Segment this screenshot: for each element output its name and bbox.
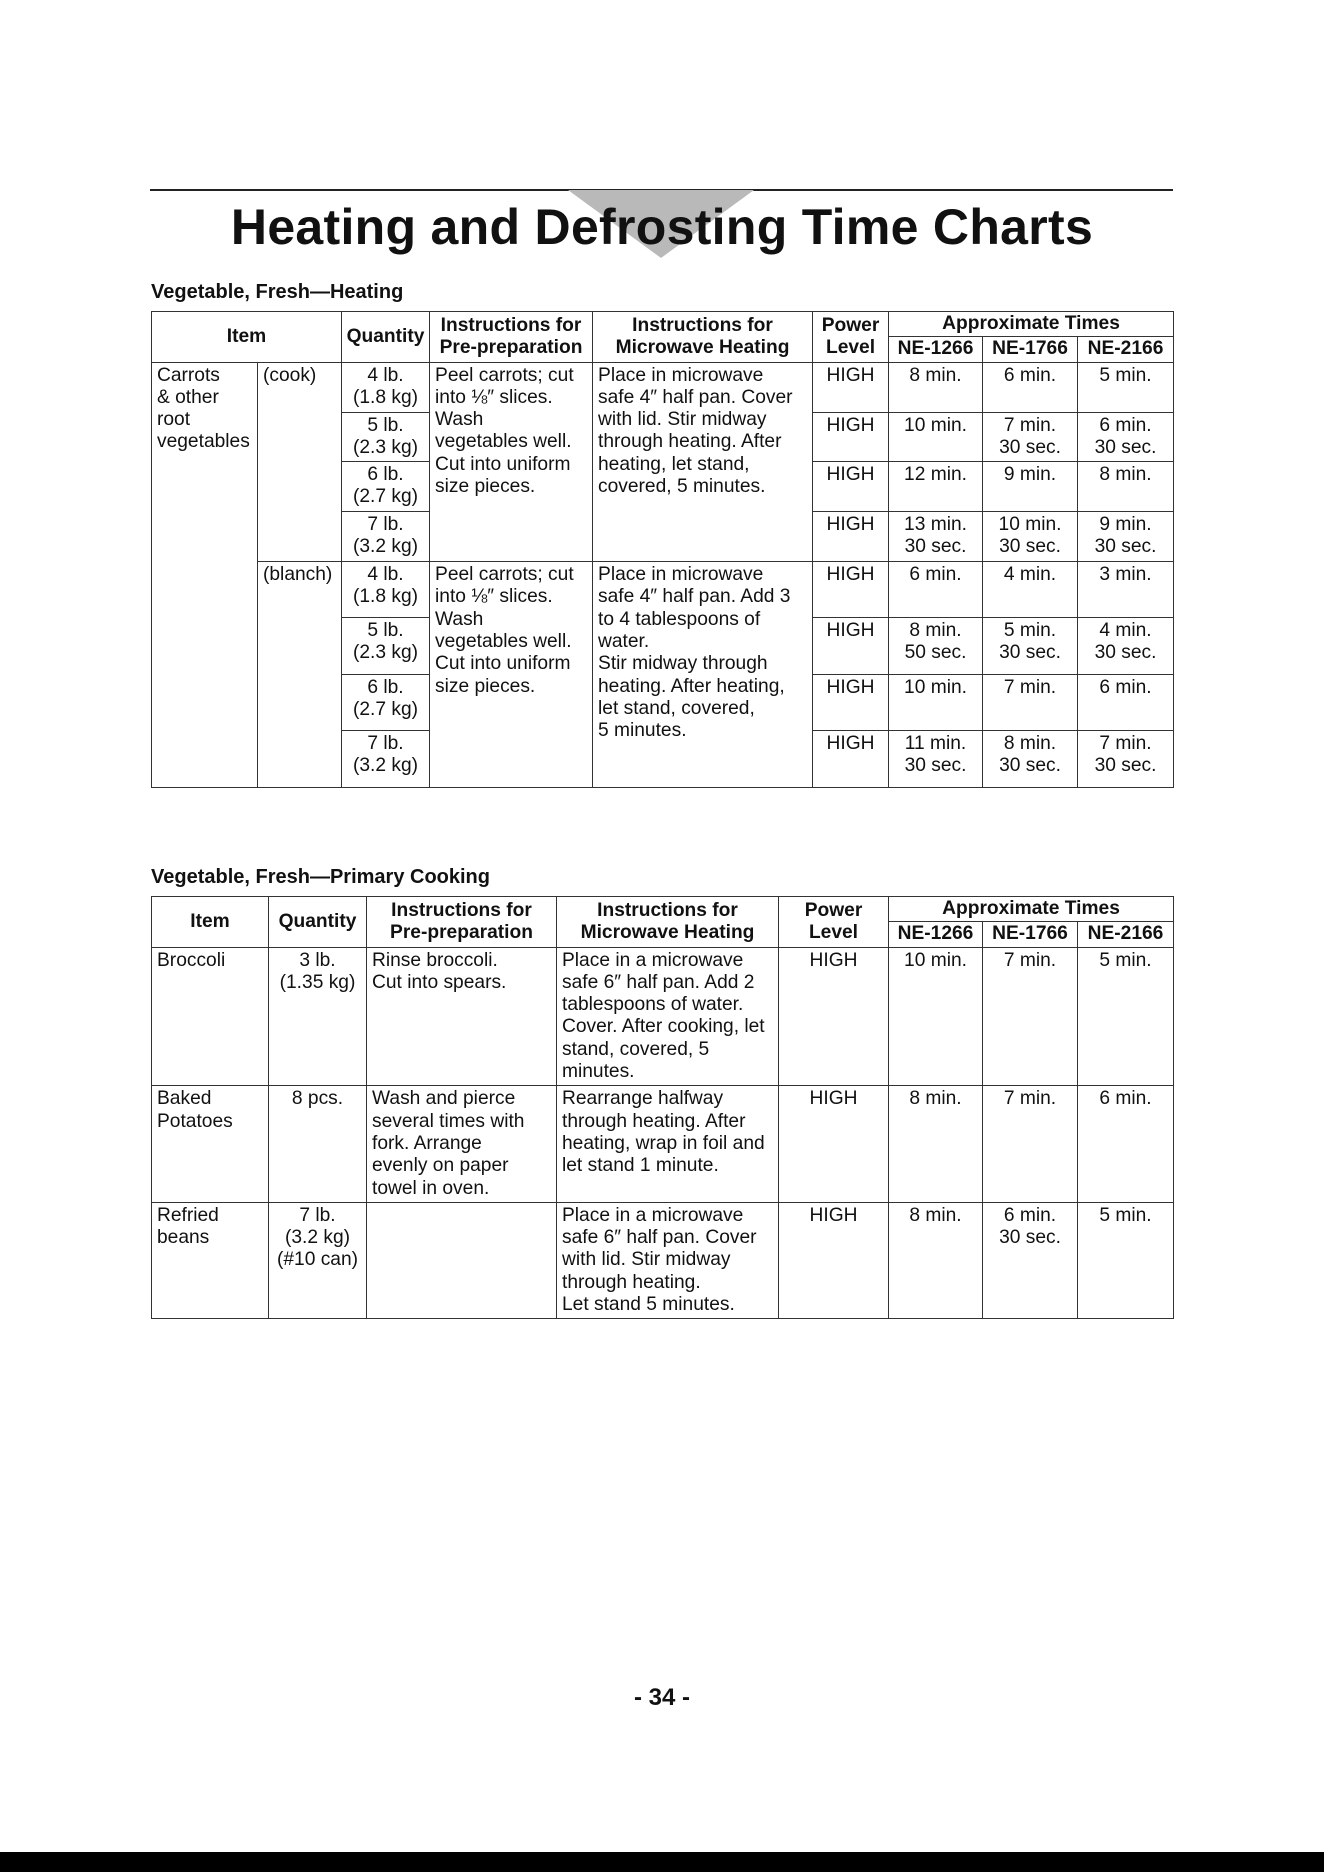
time-cell: 8 min.: [889, 1086, 983, 1202]
time-cell: 7 min.: [983, 947, 1078, 1086]
time-cell: 8 min.: [1078, 462, 1174, 512]
method-blanch: (blanch): [258, 562, 342, 788]
power-cell: HIGH: [813, 362, 889, 412]
header-power: Power Level: [813, 312, 889, 363]
micro-cell: Place in a microwave safe 6″ half pan. Cover with lid. Stir midway through heating. Let stand 5 minutes.: [557, 1202, 779, 1318]
header-model-2166: NE-2166: [1078, 337, 1174, 362]
time-cell: 4 min.: [983, 562, 1078, 618]
time-cell: 6 min.: [1078, 675, 1174, 731]
qty-cell: 4 lb. (1.8 kg): [342, 362, 430, 412]
header-item: Item: [152, 897, 269, 948]
time-cell: 10 min.: [889, 675, 983, 731]
item-carrots: Carrots & other root vegetables: [152, 362, 258, 788]
power-cell: HIGH: [779, 1202, 889, 1318]
qty-cell: 7 lb. (3.2 kg): [342, 731, 430, 788]
time-cell: 11 min. 30 sec.: [889, 731, 983, 788]
time-cell: 6 min. 30 sec.: [983, 1202, 1078, 1318]
time-cell: 8 min. 30 sec.: [983, 731, 1078, 788]
item-cell: Broccoli: [152, 947, 269, 1086]
section-title-heating: Vegetable, Fresh—Heating: [151, 281, 404, 303]
header-model-1266: NE-1266: [889, 922, 983, 947]
power-cell: HIGH: [779, 947, 889, 1086]
micro-cell: Rearrange halfway through heating. After heating, wrap in foil and let stand 1 minute.: [557, 1086, 779, 1202]
header-model-1766: NE-1766: [983, 922, 1078, 947]
time-cell: 5 min.: [1078, 947, 1174, 1086]
section-title-primary-cooking: Vegetable, Fresh—Primary Cooking: [151, 866, 490, 888]
micro-blanch: Place in microwave safe 4″ half pan. Add 3 to 4 tablespoons of water. Stir midway through heating. After heating, let stand, covered, 5 minutes.: [593, 562, 813, 788]
header-quantity: Quantity: [269, 897, 367, 948]
header-item: Item: [152, 312, 342, 363]
header-approx-times: Approximate Times: [889, 312, 1174, 337]
header-quantity: Quantity: [342, 312, 430, 363]
prep-cell: [367, 1202, 557, 1318]
header-micro: Instructions for Microwave Heating: [593, 312, 813, 363]
power-cell: HIGH: [813, 731, 889, 788]
qty-cell: 7 lb. (3.2 kg) (#10 can): [269, 1202, 367, 1318]
qty-cell: 6 lb. (2.7 kg): [342, 675, 430, 731]
time-cell: 5 min.: [1078, 362, 1174, 412]
power-cell: HIGH: [813, 412, 889, 462]
item-cell: Baked Potatoes: [152, 1086, 269, 1202]
time-cell: 7 min. 30 sec.: [983, 412, 1078, 462]
time-cell: 8 min. 50 sec.: [889, 618, 983, 675]
prep-cell: Wash and pierce several times with fork. Arrange evenly on paper towel in oven.: [367, 1086, 557, 1202]
micro-cell: Place in a microwave safe 6″ half pan. Add 2 tablespoons of water. Cover. After cooking, let stand, covered, 5 minutes.: [557, 947, 779, 1086]
qty-cell: 5 lb. (2.3 kg): [342, 412, 430, 462]
time-cell: 9 min.: [983, 462, 1078, 512]
time-cell: 8 min.: [889, 362, 983, 412]
qty-cell: 3 lb. (1.35 kg): [269, 947, 367, 1086]
qty-cell: 7 lb. (3.2 kg): [342, 512, 430, 562]
time-cell: 12 min.: [889, 462, 983, 512]
time-cell: 6 min.: [889, 562, 983, 618]
item-cell: Refried beans: [152, 1202, 269, 1318]
micro-cook: Place in microwave safe 4″ half pan. Cover with lid. Stir midway through heating. After heating, let stand, covered, 5 minutes.: [593, 362, 813, 562]
power-cell: HIGH: [813, 618, 889, 675]
qty-cell: 4 lb. (1.8 kg): [342, 562, 430, 618]
header-model-1266: NE-1266: [889, 337, 983, 362]
time-cell: 10 min. 30 sec.: [983, 512, 1078, 562]
qty-cell: 5 lb. (2.3 kg): [342, 618, 430, 675]
power-cell: HIGH: [813, 562, 889, 618]
qty-cell: 6 lb. (2.7 kg): [342, 462, 430, 512]
header-power: Power Level: [779, 897, 889, 948]
header-prep: Instructions for Pre-preparation: [367, 897, 557, 948]
time-cell: 7 min.: [983, 675, 1078, 731]
time-cell: 5 min.: [1078, 1202, 1174, 1318]
time-cell: 6 min.: [1078, 1086, 1174, 1202]
header-micro: Instructions for Microwave Heating: [557, 897, 779, 948]
prep-cell: Rinse broccoli. Cut into spears.: [367, 947, 557, 1086]
header-prep: Instructions for Pre-preparation: [430, 312, 593, 363]
power-cell: HIGH: [813, 512, 889, 562]
header-model-2166: NE-2166: [1078, 922, 1174, 947]
time-cell: 7 min. 30 sec.: [1078, 731, 1174, 788]
qty-cell: 8 pcs.: [269, 1086, 367, 1202]
time-cell: 4 min. 30 sec.: [1078, 618, 1174, 675]
power-cell: HIGH: [779, 1086, 889, 1202]
heating-table: [151, 311, 1174, 788]
bottom-bar: [0, 1852, 1324, 1872]
header-approx-times: Approximate Times: [889, 897, 1174, 922]
time-cell: 6 min.: [983, 362, 1078, 412]
time-cell: 7 min.: [983, 1086, 1078, 1202]
time-cell: 10 min.: [889, 412, 983, 462]
header-model-1766: NE-1766: [983, 337, 1078, 362]
time-cell: 6 min. 30 sec.: [1078, 412, 1174, 462]
primary-cooking-table: [151, 896, 1174, 1319]
prep-cook: Peel carrots; cut into ⅛″ slices. Wash vegetables well. Cut into uniform size pieces.: [430, 362, 593, 562]
time-cell: 13 min. 30 sec.: [889, 512, 983, 562]
method-cook: (cook): [258, 362, 342, 562]
prep-blanch: Peel carrots; cut into ⅛″ slices. Wash vegetables well. Cut into uniform size pieces.: [430, 562, 593, 788]
power-cell: HIGH: [813, 462, 889, 512]
time-cell: 3 min.: [1078, 562, 1174, 618]
page-title: Heating and Defrosting Time Charts: [230, 199, 1094, 255]
time-cell: 10 min.: [889, 947, 983, 1086]
time-cell: 9 min. 30 sec.: [1078, 512, 1174, 562]
page-number: - 34 -: [633, 1684, 690, 1711]
time-cell: 5 min. 30 sec.: [983, 618, 1078, 675]
power-cell: HIGH: [813, 675, 889, 731]
time-cell: 8 min.: [889, 1202, 983, 1318]
